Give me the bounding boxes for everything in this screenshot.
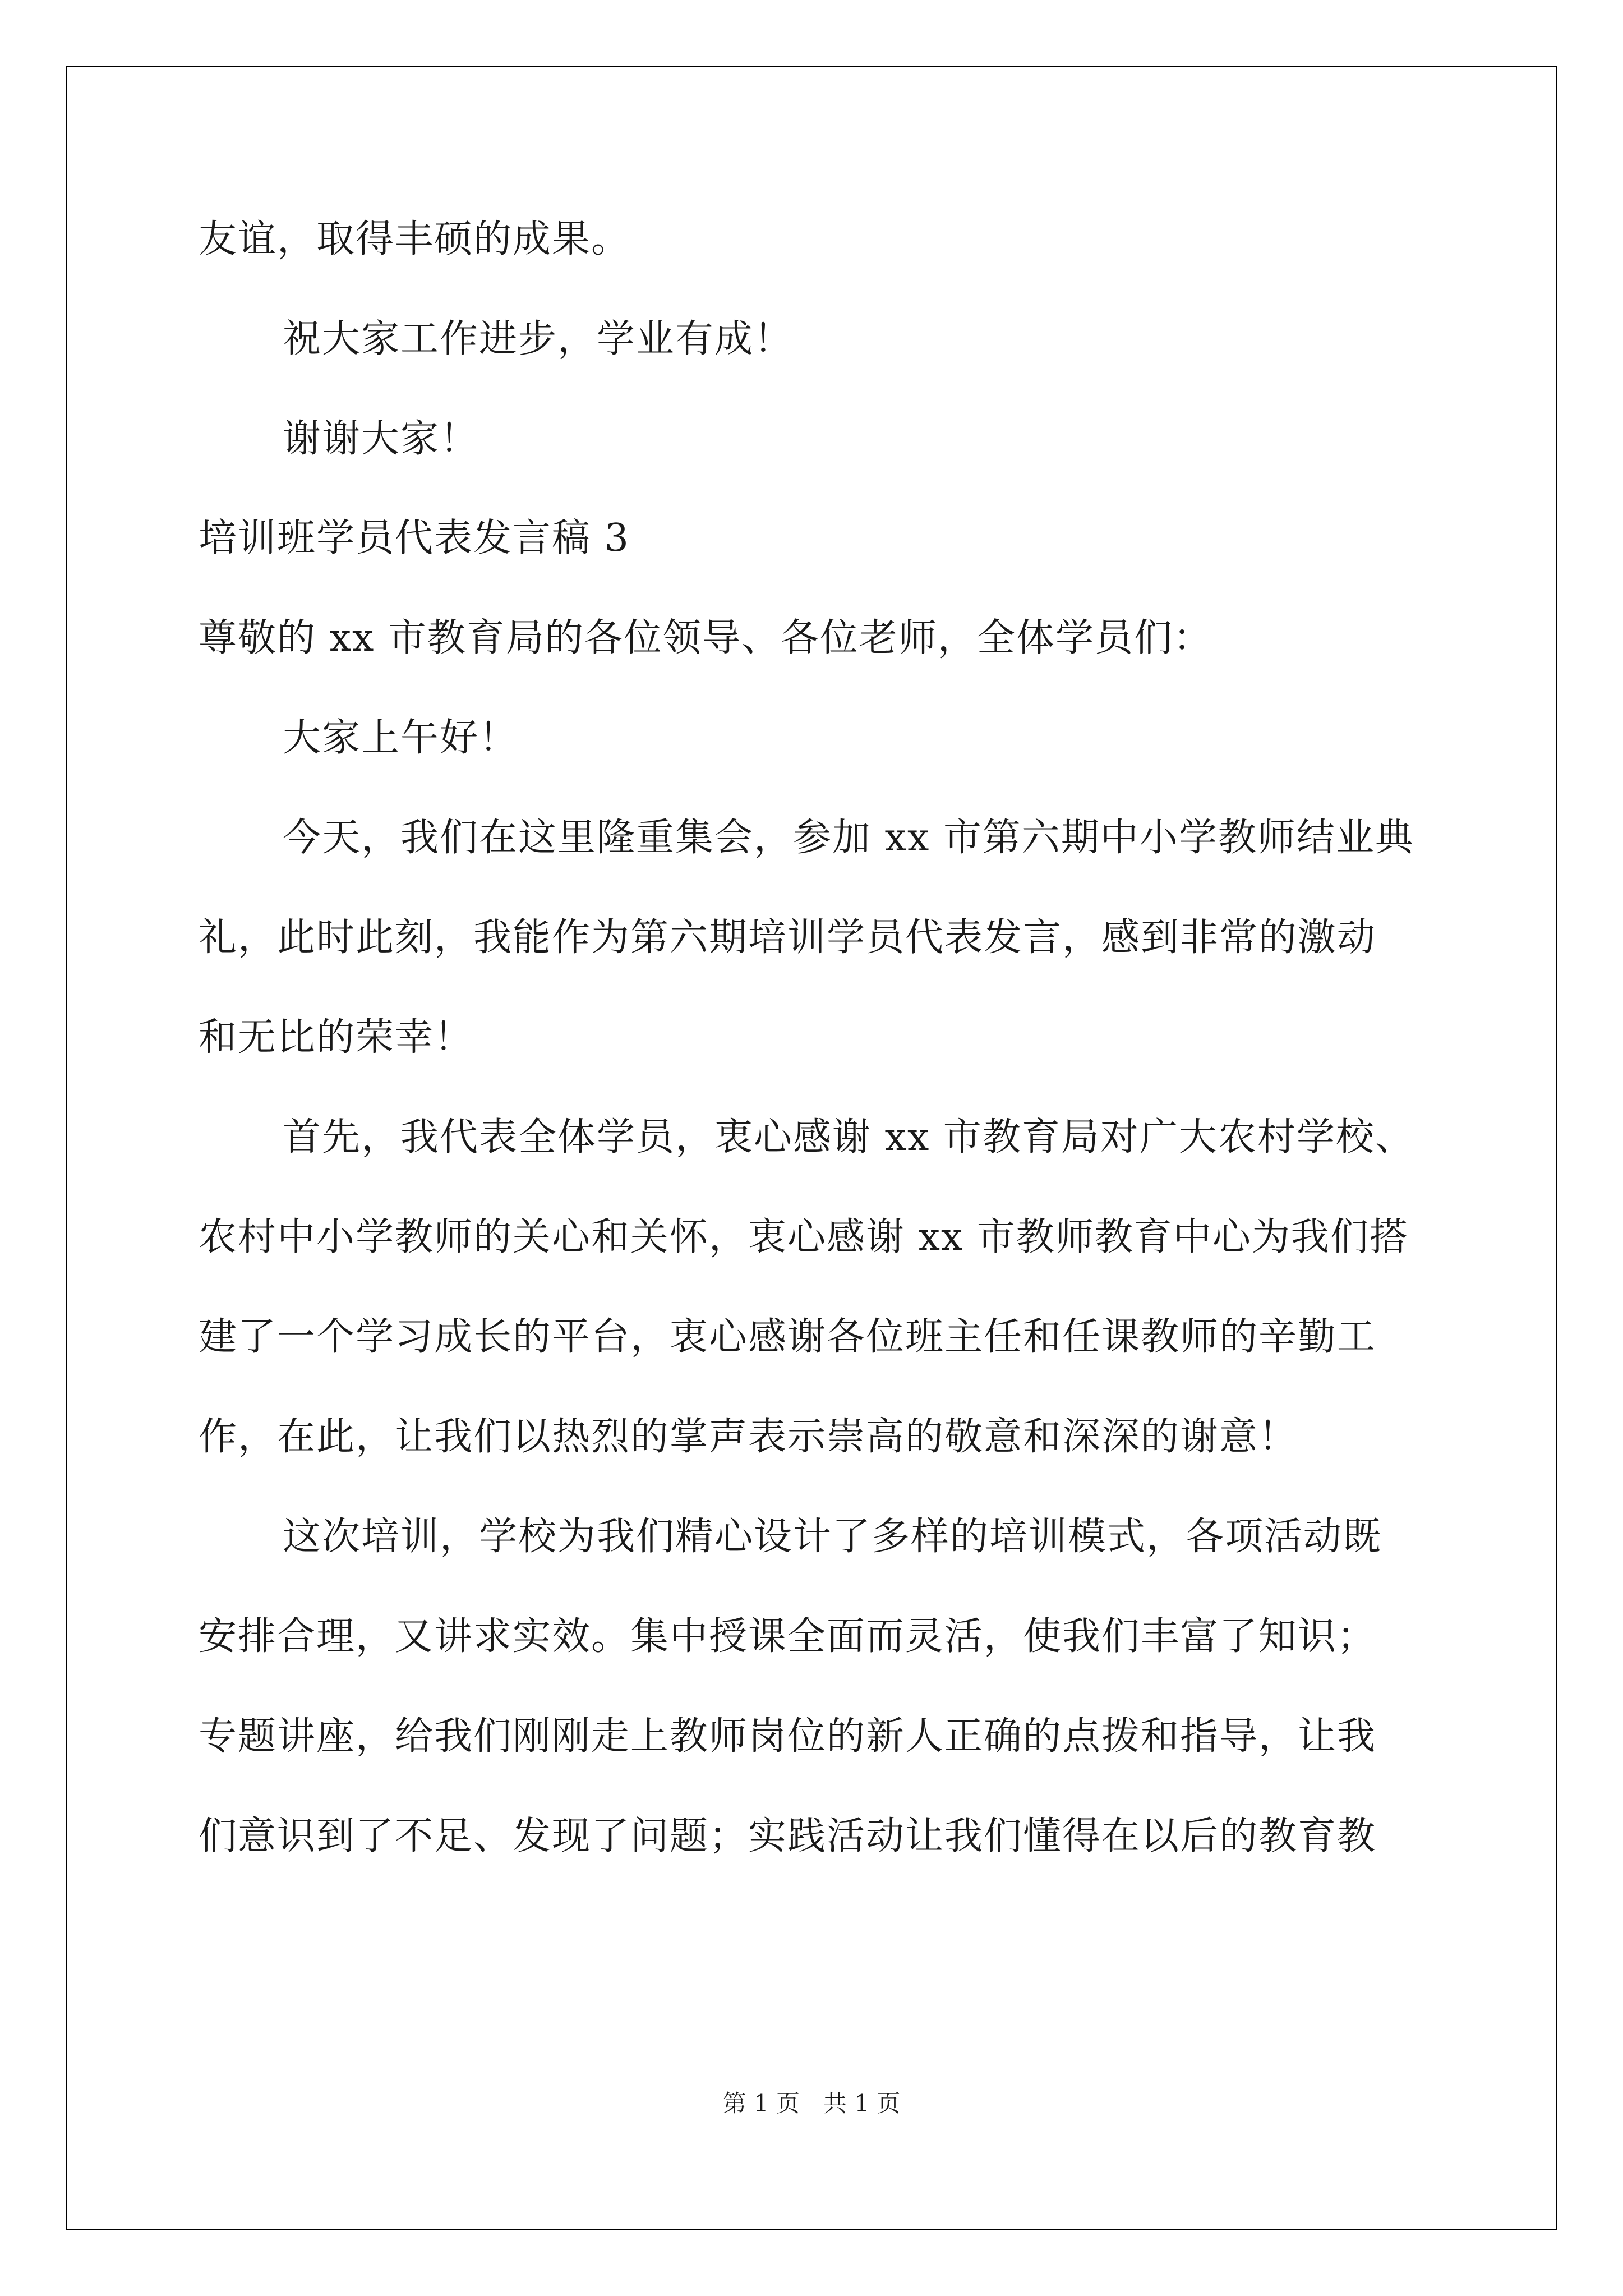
body-line: 建了一个学习成长的平台，衷心感谢各位班主任和任课教师的辛勤工: [199, 1315, 1377, 1359]
page-number: 第 1 页 共 1 页: [722, 2090, 901, 2117]
salutation: 尊敬的 xx 市教育局的各位领导、各位老师，全体学员们：: [199, 616, 1212, 660]
body-line: 专题讲座，给我们刚刚走上教师岗位的新人正确的点拨和指导，让我: [199, 1714, 1377, 1759]
body-line: 礼，此时此刻，我能作为第六期培训学员代表发言，感到非常的激动: [199, 915, 1377, 960]
body-line: 这次培训，学校为我们精心设计了多样的培训模式，各项活动既: [283, 1515, 1382, 1559]
section-heading: 培训班学员代表发言稿 3: [199, 516, 630, 560]
body-line: 和无比的荣幸！: [199, 1015, 474, 1060]
body-line: 农村中小学教师的关心和关怀，衷心感谢 xx 市教师教育中心为我们搭: [199, 1215, 1409, 1259]
body-line: 今天，我们在这里隆重集会，参加 xx 市第六期中小学教师结业典: [283, 816, 1414, 860]
body-line: 安排合理，又讲求实效。集中授课全面而灵活，使我们丰富了知识；: [199, 1614, 1377, 1659]
body-line: 作，在此，让我们以热烈的掌声表示崇高的敬意和深深的谢意！: [199, 1415, 1298, 1459]
body-line: 首先，我代表全体学员，衷心感谢 xx 市教育局对广大农村学校、: [283, 1115, 1414, 1159]
body-line: 们意识到了不足、发现了问题；实践活动让我们懂得在以后的教育教: [199, 1814, 1377, 1858]
body-line: 友谊，取得丰硕的成果。: [199, 217, 631, 261]
body-line: 谢谢大家！: [283, 417, 479, 461]
body-line: 祝大家工作进步，学业有成！: [283, 317, 794, 361]
greeting: 大家上午好！: [283, 716, 519, 760]
